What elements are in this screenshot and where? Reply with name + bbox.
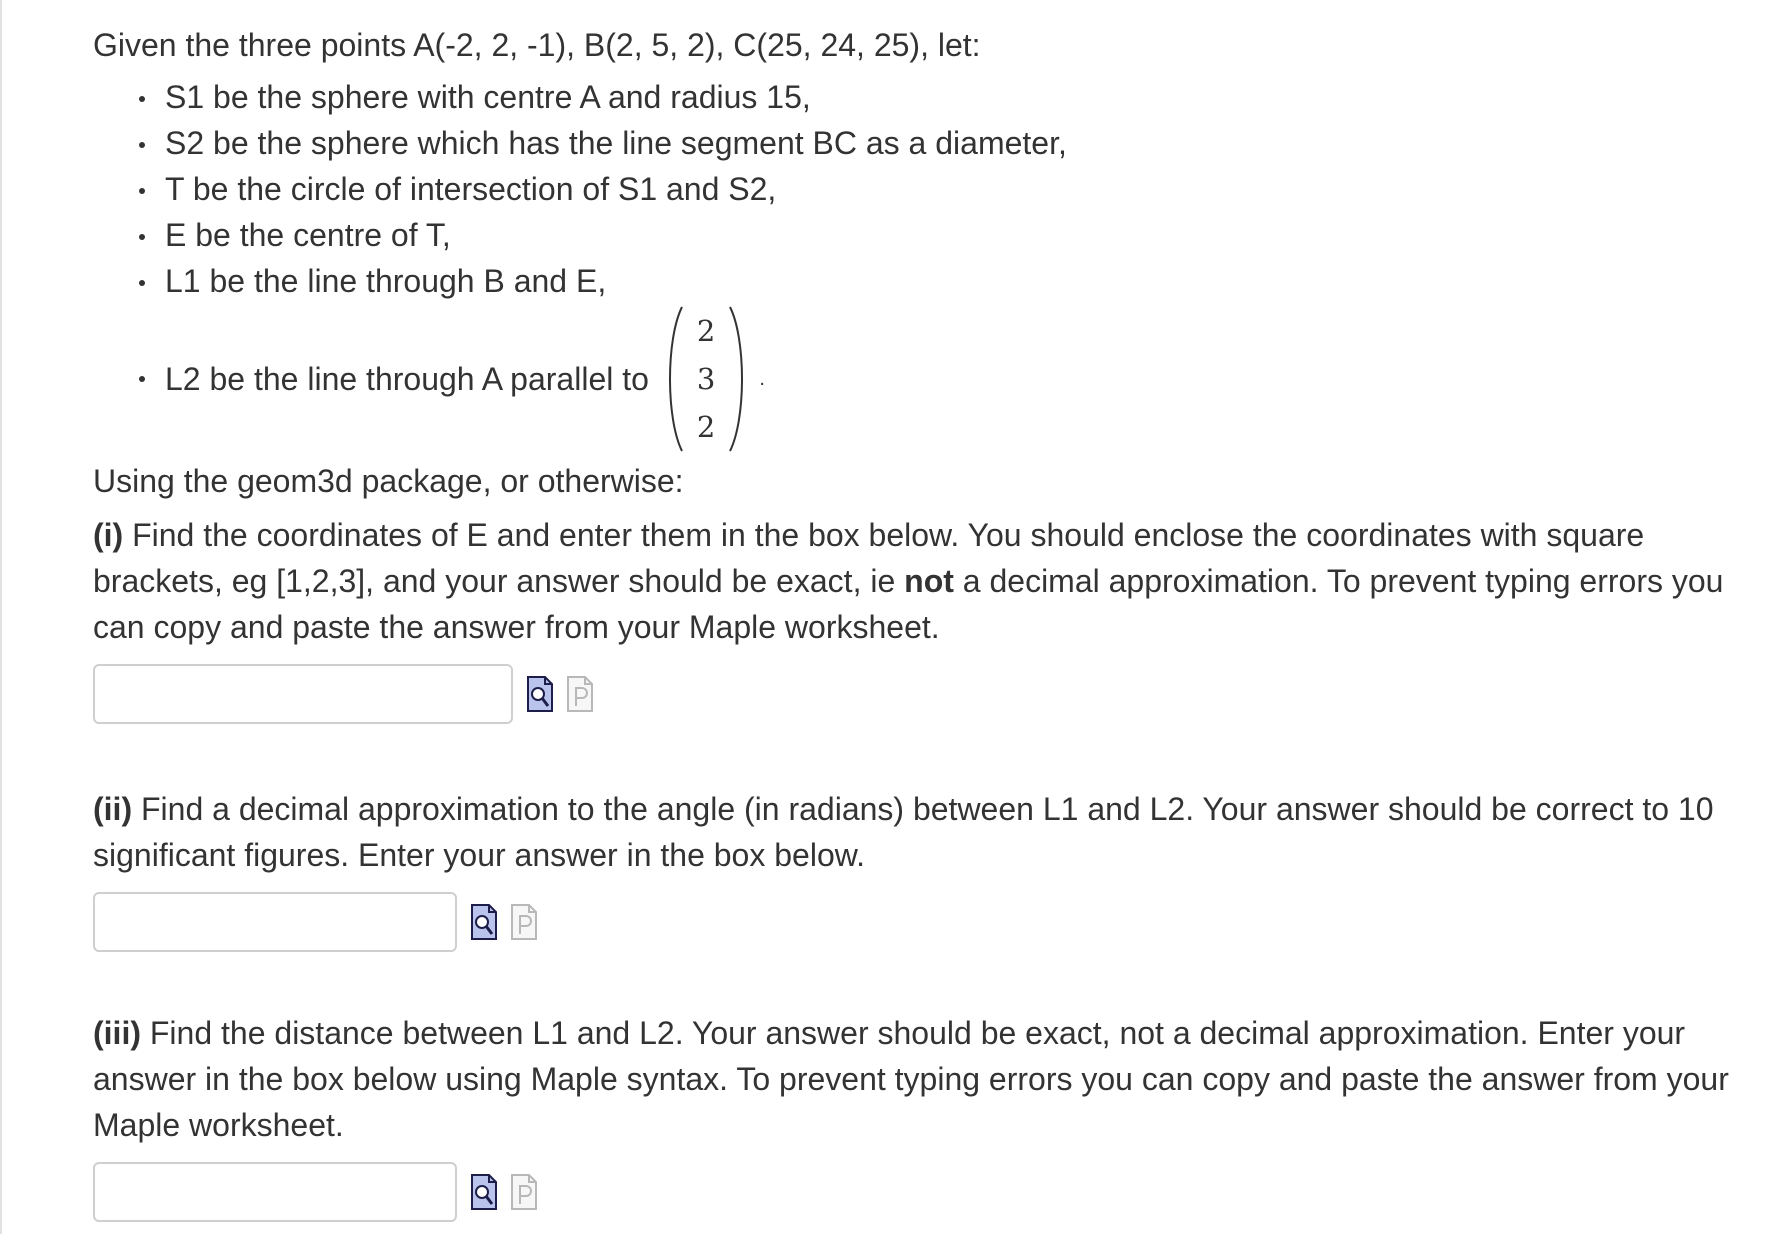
vector-entry-z: 2 (696, 410, 716, 444)
vector-column (685, 313, 727, 445)
maple-syntax-button-ii[interactable] (509, 903, 539, 941)
answer-row-iii (93, 1162, 1743, 1222)
preview-button-i[interactable] (525, 675, 555, 713)
vector-trailing-period: . (759, 368, 765, 390)
direction-vector (663, 304, 765, 454)
vector-entry-y: 3 (696, 362, 716, 396)
preview-button-iii[interactable] (469, 1173, 499, 1211)
answer-row-ii (93, 892, 1743, 952)
vector-entry-x: 2 (696, 314, 716, 348)
preview-icon (470, 904, 498, 940)
answer-input-i[interactable] (93, 664, 513, 724)
definition-t: T be the circle of intersection of S1 and S2, (138, 166, 1743, 212)
maple-syntax-icon (566, 676, 594, 712)
question-i-body-a: Find the coordinates of E and enter them in the box below. You should enclose the coordinates with square brackets, eg [1,2,3], and your answer should be exact, ie (93, 517, 1645, 599)
definition-s1: S1 be the sphere with centre A and radius 15, (138, 74, 1743, 120)
question-i-text (93, 512, 1743, 650)
instructions-text: Using the geom3d package, or otherwise: (93, 463, 684, 499)
answer-row-i (93, 664, 1743, 724)
question-iii-label: (iii) (93, 1015, 141, 1051)
definition-l1: L1 be the line through B and E, (138, 258, 1743, 304)
question-iii-body: Find the distance between L1 and L2. Your answer should be exact, not a decimal approximation. Enter your answer in the box below using Maple syntax. To prevent typing errors you can copy and paste the answer from your Maple worksheet. (93, 1015, 1729, 1143)
maple-syntax-icon (510, 1174, 538, 1210)
question-ii-label: (ii) (93, 791, 133, 827)
preview-button-ii[interactable] (469, 903, 499, 941)
answer-input-ii[interactable] (93, 892, 457, 952)
definition-l2 (138, 304, 1743, 454)
question-ii-text (93, 786, 1743, 878)
question-iii-text (93, 1010, 1743, 1148)
maple-syntax-icon (510, 904, 538, 940)
definitions-list (93, 74, 1743, 454)
question-i-bold-word: not (904, 563, 954, 599)
question-ii-body: Find a decimal approximation to the angle (in radians) between L1 and L2. Your answer should be correct to 10 significant figures. Enter your answer in the box below. (93, 791, 1714, 873)
preview-icon (526, 676, 554, 712)
intro-text: Given the three points A(-2, 2, -1), B(2, 5, 2), C(25, 24, 25), let: (93, 27, 981, 63)
question-i-label: (i) (93, 517, 124, 553)
definition-e: E be the centre of T, (138, 212, 1743, 258)
answer-input-iii[interactable] (93, 1162, 457, 1222)
question-content (93, 22, 1743, 1222)
preview-icon (470, 1174, 498, 1210)
left-paren-icon (663, 304, 685, 454)
maple-syntax-button-iii[interactable] (509, 1173, 539, 1211)
definition-s2: S2 be the sphere which has the line segment BC as a diameter, (138, 120, 1743, 166)
right-paren-icon (727, 304, 749, 454)
question-i-body-b: a decimal approximation. To prevent typing errors you can copy and paste the answer from your Maple worksheet. (93, 563, 1724, 645)
maple-syntax-button-i[interactable] (565, 675, 595, 713)
definition-l2-text: L2 be the line through A parallel to (165, 361, 649, 397)
